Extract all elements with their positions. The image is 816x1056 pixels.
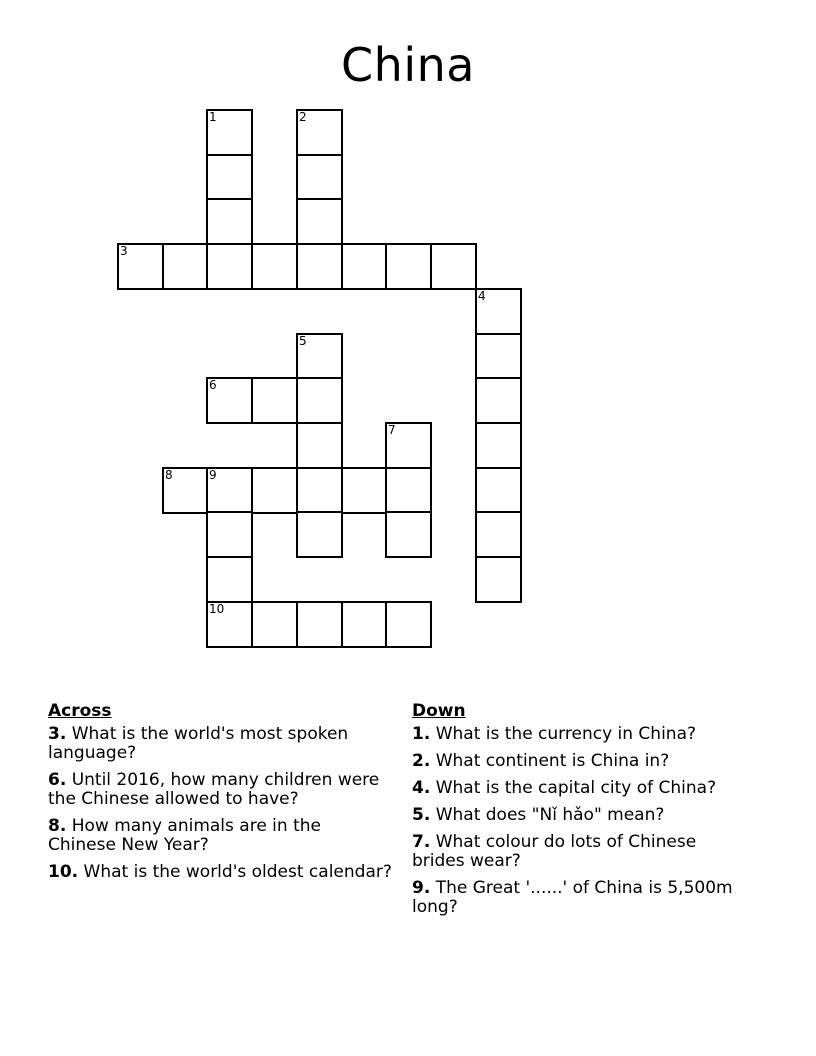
grid-cell[interactable] — [251, 601, 298, 648]
clue-number: 1. — [412, 724, 431, 744]
down-clue — [412, 725, 742, 744]
down-clue — [412, 752, 742, 771]
down-clue — [412, 833, 742, 871]
clue-number: 8 — [165, 468, 173, 482]
grid-cell[interactable] — [251, 243, 298, 290]
grid-cell[interactable] — [296, 511, 343, 558]
grid-cell[interactable] — [385, 601, 432, 648]
clue-number: 4. — [412, 778, 431, 798]
across-clue — [48, 771, 393, 809]
down-heading: Down — [412, 701, 466, 721]
grid-cell[interactable] — [475, 288, 522, 335]
clue-number: 9. — [412, 878, 431, 898]
clue-number: 2 — [299, 110, 307, 124]
clue-number: 5. — [412, 805, 431, 825]
grid-cell[interactable] — [206, 467, 253, 514]
clue-number: 10 — [209, 602, 225, 616]
grid-cell[interactable] — [385, 422, 432, 469]
clue-number: 4 — [478, 289, 486, 303]
clue-number: 6 — [209, 378, 217, 392]
clue-number: 6. — [48, 770, 67, 790]
grid-cell[interactable] — [475, 333, 522, 380]
clue-text: The Great '......' of China is 5,500m long? — [412, 878, 733, 917]
down-clues — [412, 702, 742, 925]
grid-cell[interactable] — [430, 243, 477, 290]
grid-cell[interactable] — [475, 377, 522, 424]
grid-cell[interactable] — [385, 511, 432, 558]
grid-cell[interactable] — [162, 243, 209, 290]
grid-cell[interactable] — [251, 377, 298, 424]
clue-text: What is the world's most spoken language? — [48, 724, 349, 763]
clue-text: Until 2016, how many children were the Chinese allowed to have? — [48, 770, 380, 809]
clue-text: What is the world's oldest calendar? — [78, 862, 392, 882]
grid-cell[interactable] — [385, 467, 432, 514]
grid-cell[interactable] — [117, 243, 164, 290]
clue-text: What continent is China in? — [430, 751, 670, 771]
grid-cell[interactable] — [341, 243, 388, 290]
grid-cell[interactable] — [206, 198, 253, 245]
clue-number: 3. — [48, 724, 67, 744]
across-clues — [48, 702, 393, 890]
clue-number: 5 — [299, 334, 307, 348]
clue-number: 10. — [48, 862, 79, 882]
grid-cell[interactable] — [206, 601, 253, 648]
clue-number: 9 — [209, 468, 217, 482]
clue-number: 1 — [209, 110, 217, 124]
clue-number: 8. — [48, 816, 67, 836]
grid-cell[interactable] — [296, 601, 343, 648]
grid-cell[interactable] — [206, 511, 253, 558]
clue-text: What is the currency in China? — [430, 724, 697, 744]
across-clue — [48, 817, 393, 855]
down-clue — [412, 779, 742, 798]
grid-cell[interactable] — [296, 154, 343, 201]
grid-cell[interactable] — [475, 556, 522, 603]
clue-text: What does "Nǐ hǎo" mean? — [430, 805, 665, 825]
grid-cell[interactable] — [341, 467, 388, 514]
grid-cell[interactable] — [296, 467, 343, 514]
grid-cell[interactable] — [296, 198, 343, 245]
grid-cell[interactable] — [206, 154, 253, 201]
grid-cell[interactable] — [162, 467, 209, 514]
grid-cell[interactable] — [206, 243, 253, 290]
grid-cell[interactable] — [475, 422, 522, 469]
clue-text: What is the capital city of China? — [430, 778, 717, 798]
grid-cell[interactable] — [296, 377, 343, 424]
clue-text: What colour do lots of Chinese brides wear? — [412, 832, 697, 871]
grid-cell[interactable] — [341, 601, 388, 648]
across-heading: Across — [48, 701, 112, 721]
clue-number: 7. — [412, 832, 431, 852]
grid-cell[interactable] — [206, 109, 253, 156]
grid-cell[interactable] — [296, 422, 343, 469]
across-clue — [48, 725, 393, 763]
grid-cell[interactable] — [385, 243, 432, 290]
grid-cell[interactable] — [206, 556, 253, 603]
down-clue — [412, 806, 742, 825]
clue-number: 3 — [120, 244, 128, 258]
across-clue — [48, 863, 393, 882]
clue-number: 2. — [412, 751, 431, 771]
clue-text: How many animals are in the Chinese New Year? — [48, 816, 321, 855]
page-title: China — [341, 38, 475, 92]
grid-cell[interactable] — [475, 511, 522, 558]
grid-cell[interactable] — [296, 109, 343, 156]
grid-cell[interactable] — [296, 333, 343, 380]
grid-cell[interactable] — [251, 467, 298, 514]
grid-cell[interactable] — [296, 243, 343, 290]
grid-cell[interactable] — [475, 467, 522, 514]
clue-number: 7 — [388, 423, 396, 437]
grid-cell[interactable] — [206, 377, 253, 424]
down-clue — [412, 879, 742, 917]
